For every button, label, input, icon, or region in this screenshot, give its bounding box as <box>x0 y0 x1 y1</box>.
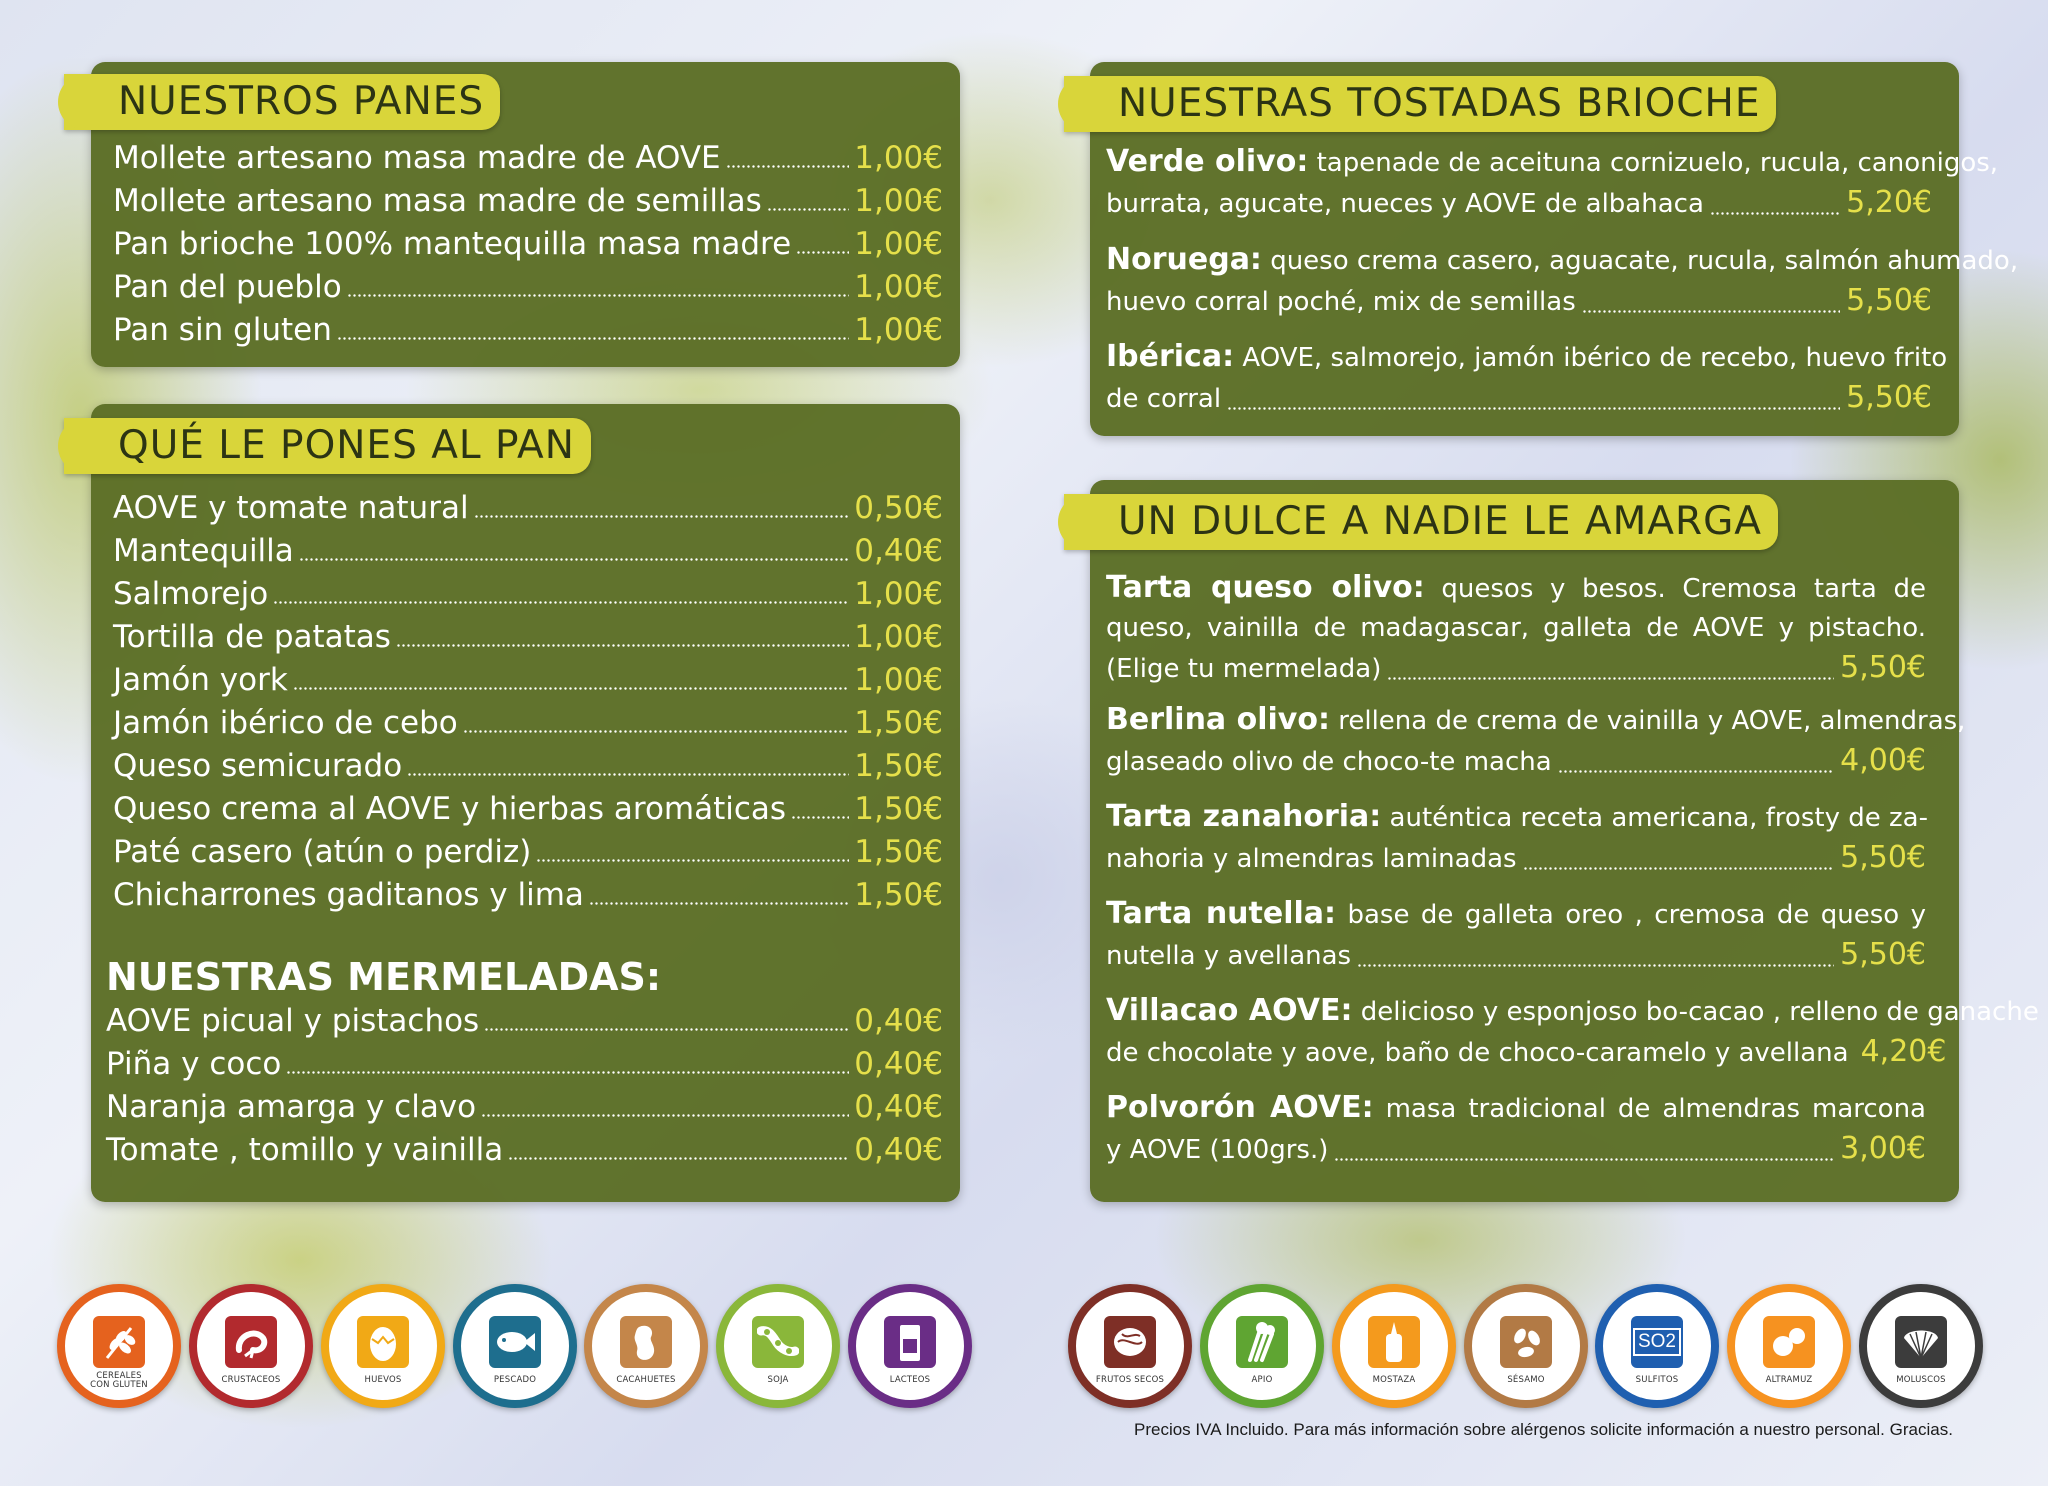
panes-item-price: 1,00€ <box>854 312 943 348</box>
tostada-item <box>1106 240 2019 322</box>
sulphites-label: SO2 <box>1633 1328 1681 1356</box>
tostada-item-name: Verde olivo: <box>1106 144 1309 179</box>
fish-icon <box>489 1316 541 1368</box>
allergen-label: MOSTAZA <box>1372 1375 1416 1385</box>
mermelada-item-name: Naranja amarga y clavo <box>106 1089 477 1125</box>
leader-dots <box>1582 310 1840 313</box>
leader-dots <box>481 1114 849 1117</box>
leader-dots <box>726 165 850 168</box>
panes-item <box>113 312 943 348</box>
pones-item-name: Jamón york <box>113 662 288 698</box>
dulce-item-name: Tarta zanahoria: <box>1106 799 1382 834</box>
pones-item-price: 1,00€ <box>854 619 943 655</box>
panes-item-name: Pan del pueblo <box>113 269 342 305</box>
allergen-label: SOJA <box>767 1375 789 1385</box>
peanut-allergen-badge <box>584 1284 708 1408</box>
panes-item-price: 1,00€ <box>854 140 943 176</box>
leader-dots <box>767 208 850 211</box>
pones-item-name: Paté casero (atún o perdiz) <box>113 834 532 870</box>
pones-item <box>113 705 943 741</box>
lupin-allergen-badge <box>1727 1284 1851 1408</box>
sesame-allergen-badge <box>1464 1284 1588 1408</box>
tostada-item-price: 5,20€ <box>1846 185 1932 220</box>
leader-dots <box>337 337 849 340</box>
dulce-item-name: Polvorón AOVE: <box>1106 1090 1374 1125</box>
panes-item-price: 1,00€ <box>854 226 943 262</box>
wheat-icon <box>93 1316 145 1368</box>
leader-dots <box>484 1028 849 1031</box>
pones-item-price: 1,00€ <box>854 576 943 612</box>
leader-dots <box>1227 407 1840 410</box>
mermelada-item <box>106 1003 943 1039</box>
dulces-title: UN DULCE A NADIE LE AMARGA <box>1064 494 1778 550</box>
soy-allergen-badge <box>716 1284 840 1408</box>
pones-item <box>113 791 943 827</box>
dulce-item-description: masa tradicional de almendras marcona <box>1385 1094 1926 1124</box>
pones-item-price: 0,40€ <box>854 533 943 569</box>
leader-dots <box>536 859 849 862</box>
leader-dots <box>347 294 850 297</box>
panes-item-price: 1,00€ <box>854 183 943 219</box>
tostada-item-name: Ibérica: <box>1106 339 1235 374</box>
dulce-item-price: 5,50€ <box>1840 840 1926 875</box>
mermelada-item <box>106 1089 943 1125</box>
pones-item-name: Salmorejo <box>113 576 269 612</box>
pones-item-price: 1,50€ <box>854 705 943 741</box>
allergen-label: SÉSAMO <box>1507 1375 1545 1385</box>
pones-item <box>113 877 943 913</box>
dulce-item-name: Villacao AOVE: <box>1106 993 1353 1028</box>
panes-item-name: Pan sin gluten <box>113 312 332 348</box>
pones-item <box>113 748 943 784</box>
dulce-item-price: 5,50€ <box>1840 937 1926 972</box>
shrimp-icon <box>225 1316 277 1368</box>
dulce-item-description: auténtica receta americana, frosty de za- <box>1389 803 1928 833</box>
dulce-item-price: 5,50€ <box>1840 650 1926 685</box>
pones-item-price: 0,50€ <box>854 490 943 526</box>
mermelada-item-name: Piña y coco <box>106 1046 282 1082</box>
dulce-item-description: quesos y besos. Cremosa tarta de <box>1441 574 1926 604</box>
panes-item <box>113 226 943 262</box>
mollusc-allergen-badge <box>1859 1284 1983 1408</box>
egg-allergen-badge <box>321 1284 445 1408</box>
pones-item <box>113 490 943 526</box>
leader-dots <box>1387 677 1834 680</box>
tostada-item-description: AOVE, salmorejo, jamón ibérico de recebo, huevo frito <box>1242 343 1948 373</box>
leader-dots <box>1558 770 1834 773</box>
celery-icon <box>1236 1316 1288 1368</box>
nuts-icon <box>1104 1316 1156 1368</box>
egg-icon <box>357 1316 409 1368</box>
tostada-item-description: burrata, agucate, nueces y AOVE de albahaca <box>1106 189 1704 219</box>
dulce-item-description: y AOVE (100grs.) <box>1106 1135 1329 1165</box>
leader-dots <box>463 730 849 733</box>
leader-dots <box>1334 1158 1834 1161</box>
mollusc-icon <box>1895 1316 1947 1368</box>
dulce-item-price: 4,20€ <box>1860 1034 1947 1069</box>
dulce-item-description: nahoria y almendras laminadas <box>1106 844 1517 874</box>
mermelada-item <box>106 1132 943 1168</box>
tostada-item-name: Noruega: <box>1106 242 1262 277</box>
leader-dots <box>796 251 849 254</box>
allergen-label: CACAHUETES <box>616 1375 676 1385</box>
panes-title: NUESTROS PANES <box>64 74 500 130</box>
mermelada-item-price: 0,40€ <box>854 1046 943 1082</box>
panes-item <box>113 140 943 176</box>
pones-item <box>113 619 943 655</box>
tostada-item-description: de corral <box>1106 384 1222 414</box>
mustard-allergen-badge <box>1332 1284 1456 1408</box>
dulce-item-description: rellena de crema de vainilla y AOVE, almendras, <box>1338 706 1966 736</box>
tostadas-title: NUESTRAS TOSTADAS BRIOCHE <box>1064 76 1776 132</box>
mermelada-item <box>106 1046 943 1082</box>
tostada-item <box>1106 337 1948 419</box>
celery-allergen-badge <box>1200 1284 1324 1408</box>
dulce-item-description: (Elige tu mermelada) <box>1106 654 1382 684</box>
tostada-item-description: huevo corral poché, mix de semillas <box>1106 287 1576 317</box>
pones-item <box>113 533 943 569</box>
pones-item-name: AOVE y tomate natural <box>113 490 469 526</box>
pones-item-price: 1,50€ <box>854 834 943 870</box>
sulphites-icon <box>1631 1316 1683 1368</box>
allergen-label: HUEVOS <box>364 1375 402 1385</box>
pones-item-name: Queso crema al AOVE y hierbas aromáticas <box>113 791 787 827</box>
allergen-label: CRUSTACEOS <box>221 1375 281 1385</box>
pones-item-name: Mantequilla <box>113 533 294 569</box>
allergen-label: SULFITOS <box>1635 1375 1679 1385</box>
wheat-allergen-badge <box>57 1284 181 1408</box>
allergen-label: FRUTOS SECOS <box>1095 1375 1165 1385</box>
milk-icon <box>884 1316 936 1368</box>
allergen-label: ALTRAMUZ <box>1765 1375 1813 1385</box>
pones-item-price: 1,00€ <box>854 662 943 698</box>
panes-item-name: Mollete artesano masa madre de AOVE <box>113 140 721 176</box>
mustard-icon <box>1368 1316 1420 1368</box>
fish-allergen-badge <box>453 1284 577 1408</box>
dulce-item <box>1106 1088 1926 1170</box>
dulce-item-description: glaseado olivo de choco-te macha <box>1106 747 1552 777</box>
tostada-item-price: 5,50€ <box>1846 380 1932 415</box>
dulce-item-name: Tarta nutella: <box>1106 896 1337 931</box>
dulce-item <box>1106 991 2039 1073</box>
tostada-item <box>1106 142 1999 224</box>
leader-dots <box>1523 867 1835 870</box>
dulce-item-description: base de galleta oreo , cremosa de queso y <box>1347 900 1927 930</box>
leader-dots <box>508 1157 849 1160</box>
allergen-label: PESCADO <box>493 1375 537 1385</box>
pones-item-price: 1,50€ <box>854 748 943 784</box>
dulce-item-description: delicioso y esponjoso bo-cacao , relleno de ganache <box>1360 997 2039 1027</box>
pones-item-name: Jamón ibérico de cebo <box>113 705 458 741</box>
peanut-icon <box>620 1316 672 1368</box>
leader-dots <box>286 1071 849 1074</box>
leader-dots <box>396 644 849 647</box>
panes-item-name: Pan brioche 100% mantequilla masa madre <box>113 226 792 262</box>
dulce-item <box>1106 568 1926 689</box>
shrimp-allergen-badge <box>189 1284 313 1408</box>
pones-item-name: Tortilla de patatas <box>113 619 391 655</box>
mermelada-item-price: 0,40€ <box>854 1003 943 1039</box>
pones-item-name: Queso semicurado <box>113 748 403 784</box>
pones-item-price: 1,50€ <box>854 877 943 913</box>
leader-dots <box>293 687 849 690</box>
leader-dots <box>791 816 849 819</box>
leader-dots <box>299 558 849 561</box>
panes-item-name: Mollete artesano masa madre de semillas <box>113 183 762 219</box>
leader-dots <box>407 773 849 776</box>
allergen-label: MOLUSCOS <box>1896 1375 1946 1385</box>
sulphites-allergen-badge <box>1595 1284 1719 1408</box>
pones-item <box>113 834 943 870</box>
leader-dots <box>589 902 849 905</box>
pones-item <box>113 662 943 698</box>
soy-icon <box>752 1316 804 1368</box>
footer-note: Precios IVA Incluido. Para más información sobre alérgenos solicite información a nuestro personal. Gracias. <box>1134 1420 1953 1439</box>
dulce-item-name: Tarta queso olivo: <box>1106 570 1425 605</box>
leader-dots <box>474 515 850 518</box>
dulce-item <box>1106 894 1926 976</box>
pones-item-price: 1,50€ <box>854 791 943 827</box>
panes-item <box>113 183 943 219</box>
panes-item-price: 1,00€ <box>854 269 943 305</box>
tostada-item-description: tapenade de aceituna cornizuelo, rucula, canonigos, <box>1316 148 1999 178</box>
mermelada-item-price: 0,40€ <box>854 1089 943 1125</box>
dulce-item-name: Berlina olivo: <box>1106 702 1330 737</box>
mermelada-item-name: AOVE picual y pistachos <box>106 1003 480 1039</box>
dulce-item-price: 4,00€ <box>1840 743 1926 778</box>
dulce-item-description: de chocolate y aove, baño de choco-caramelo y avellana <box>1106 1038 1849 1068</box>
leader-dots <box>1357 964 1834 967</box>
pones-item <box>113 576 943 612</box>
leader-dots <box>1710 212 1840 215</box>
tostada-item-price: 5,50€ <box>1846 283 1932 318</box>
dulce-item-description: queso, vainilla de madagascar, galleta de AOVE y pistacho. <box>1106 613 1926 643</box>
panes-item <box>113 269 943 305</box>
allergen-label: CEREALES CON GLUTEN <box>90 1371 148 1390</box>
sesame-icon <box>1500 1316 1552 1368</box>
mermelada-item-name: Tomate , tomillo y vainilla <box>106 1132 504 1168</box>
lupin-icon <box>1763 1316 1815 1368</box>
pones-title: QUÉ LE PONES AL PAN <box>64 418 591 474</box>
mermelada-item-price: 0,40€ <box>854 1132 943 1168</box>
allergen-label: APIO <box>1251 1375 1273 1385</box>
dulce-item-description: nutella y avellanas <box>1106 941 1352 971</box>
mermeladas-title: NUESTRAS MERMELADAS: <box>106 955 662 999</box>
pones-item-name: Chicharrones gaditanos y lima <box>113 877 584 913</box>
milk-allergen-badge <box>848 1284 972 1408</box>
leader-dots <box>273 601 849 604</box>
dulce-item-price: 3,00€ <box>1840 1131 1926 1166</box>
dulce-item <box>1106 797 1926 879</box>
allergen-label: LACTEOS <box>889 1375 931 1385</box>
nuts-allergen-badge <box>1068 1284 1192 1408</box>
tostada-item-description: queso crema casero, aguacate, rucula, salmón ahumado, <box>1270 246 2019 276</box>
dulce-item <box>1106 700 1966 782</box>
